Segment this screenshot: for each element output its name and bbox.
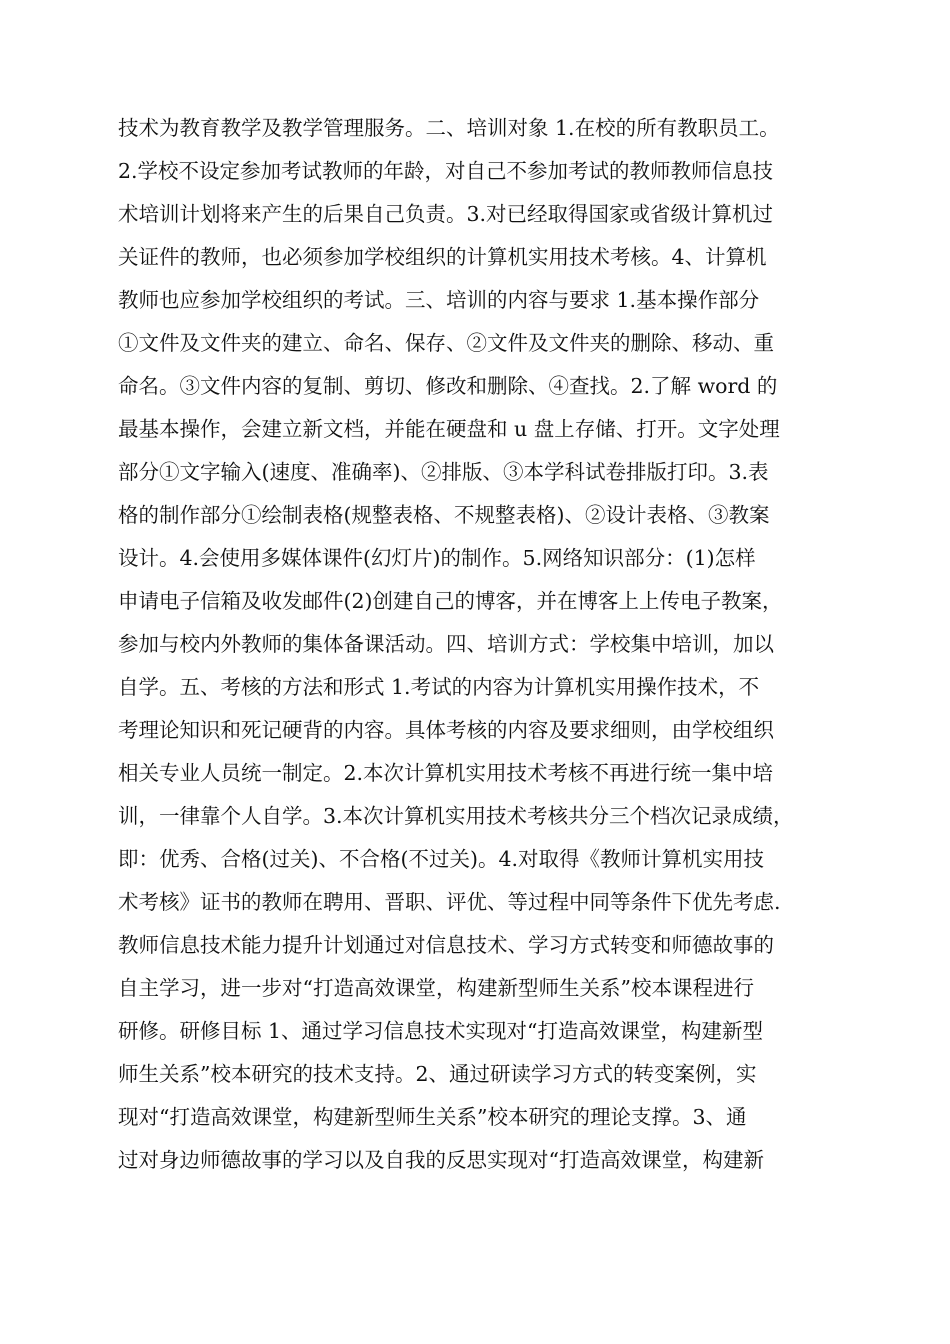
text-line: 即：优秀、合格(过关)、不合格(不过关)。4.对取得《教师计算机实用技	[118, 847, 765, 871]
text-line: 术考核》证书的教师在聘用、晋职、评优、等过程中同等条件下优先考虑.	[118, 890, 781, 914]
text-line: 师生关系”校本研究的技术支持。2、通过研读学习方式的转变案例，实	[118, 1062, 757, 1086]
text-line: ①文件及文件夹的建立、命名、保存、②文件及文件夹的删除、移动、重	[118, 331, 774, 355]
text-line: 技术为教育教学及教学管理服务。二、培训对象 1.在校的所有教职员工。	[118, 116, 780, 140]
text-line: 部分①文字输入(速度、准确率)、②排版、③本学科试卷排版打印。3.表	[118, 460, 769, 484]
text-line: 训，一律靠个人自学。3.本次计算机实用技术考核共分三个档次记录成绩，	[118, 804, 794, 828]
text-line: 过对身边师德故事的学习以及自我的反思实现对“打造高效课堂，构建新	[118, 1148, 764, 1172]
text-line: 设计。4.会使用多媒体课件(幻灯片)的制作。5.网络知识部分：(1)怎样	[118, 546, 756, 570]
text-line: 现对“打造高效课堂，构建新型师生关系”校本研究的理论支撑。3、通	[118, 1105, 747, 1129]
text-line: 自主学习，进一步对“打造高效课堂，构建新型师生关系”校本课程进行	[118, 976, 754, 1000]
text-line: 教师也应参加学校组织的考试。三、培训的内容与要求 1.基本操作部分	[118, 288, 760, 312]
text-line: 教师信息技术能力提升计划通过对信息技术、学习方式转变和师德故事的	[118, 933, 774, 957]
text-line: 关证件的教师，也必须参加学校组织的计算机实用技术考核。4、计算机	[118, 245, 767, 269]
text-line: 格的制作部分①绘制表格(规整表格、不规整表格)、②设计表格、③教案	[118, 503, 770, 527]
text-line: 参加与校内外教师的集体备课活动。四、培训方式：学校集中培训，加以	[118, 632, 774, 656]
body-text	[118, 107, 838, 1182]
text-line: 相关专业人员统一制定。2.本次计算机实用技术考核不再进行统一集中培	[118, 761, 774, 785]
text-line: 申请电子信箱及收发邮件(2)创建自己的博客，并在博客上上传电子教案，	[118, 589, 783, 613]
text-line: 2.学校不设定参加考试教师的年龄，对自己不参加考试的教师教师信息技	[118, 159, 774, 183]
text-line: 研修。研修目标 1、通过学习信息技术实现对“打造高效课堂，构建新型	[118, 1019, 764, 1043]
text-line: 术培训计划将来产生的后果自己负责。3.对已经取得国家或省级计算机过	[118, 202, 774, 226]
text-line: 最基本操作，会建立新文档，并能在硬盘和 u 盘上存储、打开。文字处理	[118, 417, 780, 441]
text-line: 命名。③文件内容的复制、剪切、修改和删除、④查找。2.了解 word 的	[118, 374, 778, 398]
text-line: 自学。五、考核的方法和形式 1.考试的内容为计算机实用操作技术，不	[118, 675, 760, 699]
text-line: 考理论知识和死记硬背的内容。具体考核的内容及要求细则，由学校组织	[118, 718, 774, 742]
